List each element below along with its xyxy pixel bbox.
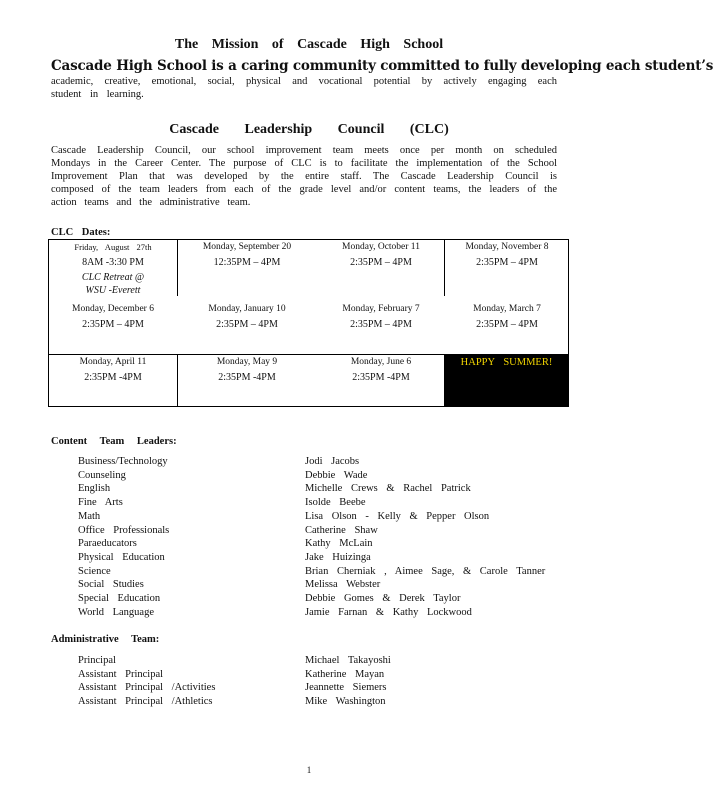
content-area: Paraeducators bbox=[78, 538, 137, 550]
happy-summer-text: HAPPY SUMMER! bbox=[460, 357, 553, 368]
date-cell bbox=[318, 241, 444, 269]
admin-role: Assistant Principal /Athletics bbox=[78, 696, 213, 708]
content-areas-list bbox=[78, 455, 169, 619]
clc-title: Cascade Leadership Council (CLC) bbox=[169, 122, 449, 137]
date-time: 2:35PM – 4PM bbox=[350, 257, 412, 268]
content-area: Physical Education bbox=[78, 551, 165, 563]
content-area: Science bbox=[78, 565, 111, 577]
table-rule bbox=[568, 239, 569, 354]
admin-role: Assistant Principal bbox=[78, 668, 164, 680]
content-leaders-list bbox=[305, 455, 545, 619]
date-cell bbox=[318, 303, 444, 331]
content-area: Math bbox=[78, 510, 101, 522]
content-area: Fine Arts bbox=[78, 497, 123, 509]
date-time: 8AM -3:30 PM bbox=[82, 257, 144, 268]
date-note: WSU -Everett bbox=[85, 285, 141, 296]
date-day: Monday, January 10 bbox=[208, 304, 286, 314]
admin-roles-list bbox=[78, 654, 215, 709]
date-time: 2:35PM – 4PM bbox=[476, 319, 538, 330]
date-time: 2:35PM – 4PM bbox=[476, 257, 538, 268]
date-day: Monday, December 6 bbox=[72, 304, 154, 314]
date-cell bbox=[52, 241, 174, 297]
date-day: Friday, August 27th bbox=[74, 242, 152, 252]
page-number: 1 bbox=[306, 765, 312, 775]
table-rule bbox=[177, 239, 178, 296]
admin-names-list bbox=[305, 654, 391, 709]
date-time: 2:35PM – 4PM bbox=[350, 319, 412, 330]
date-time: 2:35PM -4PM bbox=[352, 372, 410, 383]
happy-summer-cell bbox=[444, 354, 569, 407]
leader-name: Debbie Wade bbox=[305, 469, 368, 481]
leader-name: Jodi Jacobs bbox=[305, 456, 360, 467]
date-time: 2:35PM -4PM bbox=[218, 372, 276, 383]
date-day: Monday, May 9 bbox=[216, 357, 278, 367]
leader-name: Lisa Olson - Kelly & Pepper Olson bbox=[305, 510, 490, 522]
leader-name: Jamie Farnan & Kathy Lockwood bbox=[305, 606, 472, 618]
leader-name: Brian Cherniak , Aimee Sage, & Carole Tanner bbox=[305, 565, 546, 577]
date-day: Monday, November 8 bbox=[465, 242, 549, 252]
date-cell bbox=[52, 356, 174, 384]
date-cell bbox=[184, 241, 310, 269]
date-day: Monday, September 20 bbox=[202, 242, 292, 252]
table-rule bbox=[177, 354, 178, 407]
admin-name: Mike Washington bbox=[305, 696, 386, 708]
date-cell bbox=[318, 356, 444, 384]
date-cell bbox=[184, 356, 310, 384]
content-area: Counseling bbox=[78, 469, 126, 481]
content-leaders-heading: Content Team Leaders: bbox=[51, 436, 177, 447]
date-cell bbox=[446, 303, 568, 331]
leader-name: Jake Huizinga bbox=[305, 551, 371, 563]
content-area: Business/Technology bbox=[78, 456, 168, 467]
clc-dates-table bbox=[48, 239, 569, 407]
admin-role: Assistant Principal /Activities bbox=[78, 682, 216, 694]
date-time: 2:35PM – 4PM bbox=[82, 319, 144, 330]
date-time: 2:35PM -4PM bbox=[84, 372, 142, 383]
table-rule bbox=[48, 239, 569, 240]
date-day: Monday, March 7 bbox=[473, 304, 541, 314]
date-cell bbox=[52, 303, 174, 331]
admin-name: Jeannette Siemers bbox=[305, 682, 387, 694]
clc-paragraph: Cascade Leadership Council, our school improvement team meets once per month on scheduled Mondays in the Career Center. The purpose of CLC is to facilitate the implementation of the School Improvement Plan that was developed by the entire staff. The Cascade Leadership Council is composed of the team leaders from each of the grade level and/or content teams, the leaders of the action teams and the administrative team. bbox=[51, 145, 557, 208]
date-cell bbox=[446, 241, 568, 269]
leader-name: Melissa Webster bbox=[305, 579, 381, 591]
admin-team-heading: Administrative Team: bbox=[51, 634, 160, 645]
content-area: English bbox=[78, 483, 111, 495]
leader-name: Michelle Crews & Rachel Patrick bbox=[305, 483, 471, 495]
date-note: CLC Retreat @ bbox=[81, 272, 145, 283]
table-rule bbox=[444, 239, 445, 296]
date-time: 2:35PM – 4PM bbox=[216, 319, 278, 330]
clc-dates-label: CLC Dates: bbox=[51, 227, 111, 238]
content-area: World Language bbox=[78, 606, 155, 618]
leader-name: Isolde Beebe bbox=[305, 497, 366, 509]
clc-description bbox=[51, 144, 557, 209]
admin-name: Katherine Mayan bbox=[305, 668, 385, 680]
content-area: Office Professionals bbox=[78, 524, 170, 536]
content-area: Special Education bbox=[78, 593, 161, 605]
mission-lead-sentence: Cascade High School is a caring community committed to fully developing each student’s bbox=[51, 58, 713, 74]
leader-name: Catherine Shaw bbox=[305, 524, 378, 536]
admin-role: Principal bbox=[78, 655, 116, 666]
date-day: Monday, February 7 bbox=[342, 304, 420, 314]
content-area: Social Studies bbox=[78, 579, 144, 591]
date-cell bbox=[184, 303, 310, 331]
leader-name: Kathy McLain bbox=[305, 538, 373, 550]
date-day: Monday, October 11 bbox=[342, 242, 420, 252]
table-rule bbox=[48, 406, 444, 407]
mission-title: The Mission of Cascade High School bbox=[174, 37, 444, 52]
date-day: Monday, June 6 bbox=[350, 357, 412, 367]
date-day: Monday, April 11 bbox=[79, 357, 147, 367]
admin-name: Michael Takayoshi bbox=[305, 655, 391, 666]
mission-body: academic, creative, emotional, social, physical and vocational potential by actively engaging each student in learning. bbox=[51, 76, 557, 100]
date-time: 12:35PM – 4PM bbox=[213, 257, 281, 268]
table-rule bbox=[48, 239, 49, 407]
leader-name: Debbie Gomes & Derek Taylor bbox=[305, 593, 461, 605]
